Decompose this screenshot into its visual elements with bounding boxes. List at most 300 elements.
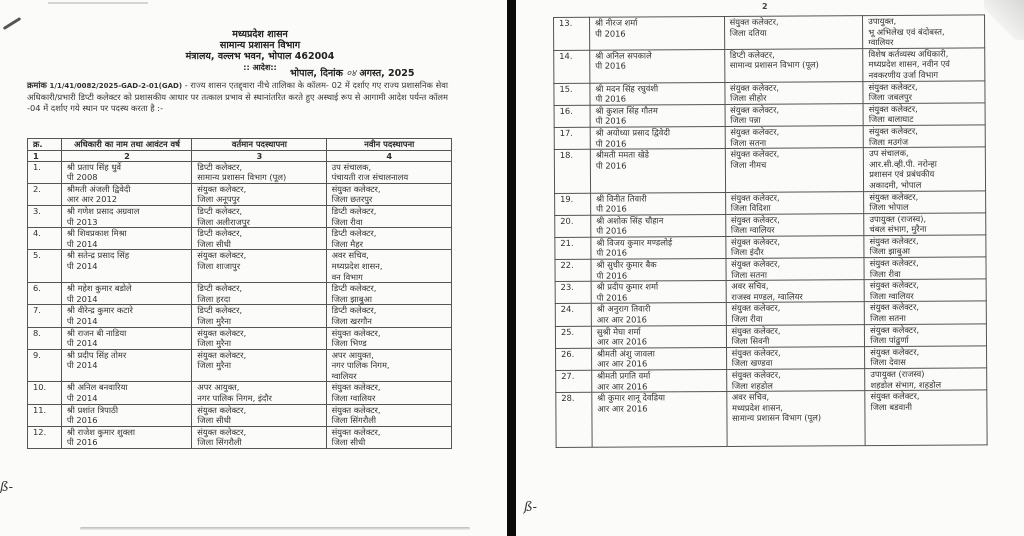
officer-name: श्री महेश कुमार बडोले xyxy=(66,283,132,294)
serial-number-cell: 21. xyxy=(555,237,591,259)
new-posting-cell xyxy=(326,382,451,404)
allotment-year: पी 2014 xyxy=(66,238,98,249)
table-row xyxy=(28,161,452,183)
allotment-year: पी 2016 xyxy=(595,160,627,171)
handwritten-initials: ß- xyxy=(524,500,538,515)
date-prefix: भोपाल, दिनांक xyxy=(290,68,343,79)
order-number-label: क्रमांक xyxy=(27,80,47,90)
new-posting-cell xyxy=(326,305,451,327)
officer-cell xyxy=(590,126,725,149)
serial-number-cell: 9. xyxy=(28,349,62,382)
officer-cell xyxy=(61,205,191,227)
current-posting-cell xyxy=(725,213,864,236)
table-row xyxy=(554,80,985,105)
current-posting-line: जिला सीधी xyxy=(197,238,231,249)
current-posting-line: संयुक्त कलेक्टर, xyxy=(731,303,781,314)
table-row xyxy=(555,257,986,282)
new-posting-line: मध्यप्रदेश शासन, xyxy=(331,260,383,271)
officer-name: श्रीमती अंजली द्विवेदी xyxy=(66,183,131,194)
current-posting-cell xyxy=(192,228,326,250)
scan-smudge xyxy=(48,2,148,4)
new-posting-line: शहडोल संभाग, शहडोल xyxy=(870,379,942,390)
new-posting-line: संयुक्त कलेक्टर, xyxy=(868,103,918,114)
new-posting-cell xyxy=(863,80,985,103)
table-row xyxy=(555,190,986,215)
officer-cell xyxy=(590,49,725,83)
current-posting-cell xyxy=(725,235,864,258)
current-posting-cell xyxy=(192,426,326,448)
allotment-year: पी 2014 xyxy=(66,393,98,404)
officer-name: श्री अनिल सपकाले xyxy=(595,50,652,61)
current-posting-cell xyxy=(725,126,864,149)
new-posting-cell xyxy=(864,279,986,302)
officer-name: श्री कुमार शानू देवडिया xyxy=(597,392,666,403)
order-date xyxy=(290,66,414,79)
officer-cell xyxy=(61,305,191,327)
officer-cell xyxy=(592,369,727,392)
current-posting-cell xyxy=(192,205,326,227)
officer-cell xyxy=(61,250,191,283)
serial-number-cell: 28. xyxy=(556,392,592,447)
serial-number-cell: 2. xyxy=(28,183,62,205)
officer-cell xyxy=(591,347,726,370)
current-posting-line: जिला सतना xyxy=(731,269,768,280)
document-page-1 xyxy=(0,0,508,536)
current-posting-line: जिला सिंगरौली xyxy=(197,437,242,448)
pen-tick-mark xyxy=(3,17,22,30)
new-posting-line: संयुक्त कलेक्टर, xyxy=(868,81,918,92)
table-row xyxy=(556,368,987,393)
header-serial: क्र. xyxy=(28,139,62,151)
date-suffix: अगस्त, 2025 xyxy=(359,68,415,79)
allotment-year: पी 2016 xyxy=(595,60,626,72)
current-posting-line: जिला शाजापुर xyxy=(197,260,241,271)
officer-cell xyxy=(591,192,726,215)
officer-name: श्री शिवप्रकाश मिश्रा xyxy=(66,228,127,239)
new-posting-line: जिला मउगंज xyxy=(868,136,909,147)
current-posting-cell xyxy=(192,161,326,183)
current-posting-line: जिला हरदा xyxy=(197,293,231,304)
new-posting-line: जिला खरगौन xyxy=(331,315,372,326)
table-row xyxy=(556,346,987,371)
new-posting-line: वन विभाग xyxy=(331,271,363,282)
allotment-year: पी 2016 xyxy=(596,248,628,259)
table-row xyxy=(28,327,452,349)
officer-name: श्री अनुराग तिवारी xyxy=(596,303,651,315)
new-posting-line: संयुक्त कलेक्टर, xyxy=(870,346,920,357)
officer-cell xyxy=(591,259,726,282)
allotment-year: पी 2016 xyxy=(596,292,628,303)
current-posting-line: संयुक्त कलेक्टर, xyxy=(730,148,780,160)
current-posting-line: जिला सीधी xyxy=(197,415,231,426)
new-posting-cell xyxy=(864,257,986,280)
new-posting-line: संयुक्त कलेक्टर, xyxy=(869,302,919,313)
new-posting-line: जिला पांढुर्णा xyxy=(870,335,909,346)
new-posting-cell xyxy=(326,250,451,283)
current-posting-line: राजस्व मण्डल, ग्वालियर xyxy=(731,291,803,302)
current-posting-line: मध्यप्रदेश शासन, xyxy=(731,402,783,413)
current-posting-cell xyxy=(192,183,326,205)
current-posting-cell xyxy=(726,324,865,347)
new-posting-line: जिला ग्वालियर xyxy=(869,290,914,301)
current-posting-cell xyxy=(726,369,865,392)
new-posting-line: संयुक्त कलेक्टर, xyxy=(331,404,381,415)
new-posting-line: उप संचालक, xyxy=(869,147,909,159)
serial-number-cell: 25. xyxy=(555,326,591,348)
current-posting-line: जिला दतिया xyxy=(729,27,767,38)
officer-cell xyxy=(591,281,726,304)
officer-cell xyxy=(591,236,726,259)
table-row xyxy=(28,382,452,404)
new-posting-line: संयुक्त कलेक्टर, xyxy=(869,235,919,246)
current-posting-line: डिप्टी कलेक्टर, xyxy=(197,161,243,172)
current-posting-line: जिला अनूपपुर xyxy=(197,194,240,205)
new-posting-cell xyxy=(326,228,451,250)
new-posting-cell xyxy=(326,426,451,448)
current-posting-line: संयुक्त कलेक्टर, xyxy=(730,192,780,203)
officer-cell xyxy=(592,392,727,448)
allotment-year: पी 2016 xyxy=(66,437,98,448)
current-posting-line: संयुक्त कलेक्टर, xyxy=(731,325,781,336)
officer-cell xyxy=(591,325,726,348)
allotment-year: पी 2016 xyxy=(595,115,627,127)
officer-name: श्री नीरज शर्मा xyxy=(594,17,638,28)
officer-name: श्री सुधीर कुमार बैक xyxy=(596,259,657,270)
order-number: 1/1/41/0082/2025-GAD-2-01(GAD) xyxy=(49,82,183,90)
serial-number-cell: 26. xyxy=(556,348,592,370)
table-row xyxy=(28,205,452,227)
current-posting-line: संयुक्त कलेक्टर, xyxy=(731,369,781,380)
table-row xyxy=(555,213,986,238)
letterhead-line-address: मंत्रालय, वल्लभ भवन, भोपाल 462004 xyxy=(185,51,335,62)
current-posting-line: नगर पालिक निगम, इंदौर xyxy=(197,393,272,404)
serial-number-cell: 22. xyxy=(555,259,591,281)
officer-cell xyxy=(61,349,191,382)
order-paragraph xyxy=(27,80,448,115)
serial-number-cell: 13. xyxy=(554,17,590,50)
current-posting-line: सामान्य प्रशासन विभाग (पूल) xyxy=(729,59,819,71)
allotment-year: पी 2016 xyxy=(596,225,627,237)
current-posting-cell xyxy=(725,103,864,126)
new-posting-line: डिप्टी कलेक्टर, xyxy=(331,283,377,294)
current-posting-line: संयुक्त कलेक्टर, xyxy=(197,327,247,338)
current-posting-line: जिला मुरैना xyxy=(197,315,232,326)
current-posting-line: डिप्टी कलेक्टर, xyxy=(197,228,243,239)
new-posting-line: उपायुक्त, xyxy=(868,15,897,27)
new-posting-line: जिला ग्वालियर xyxy=(331,393,376,404)
officer-cell xyxy=(590,82,725,105)
officer-cell xyxy=(591,303,726,326)
officer-name: श्रीमती अंशु जावला xyxy=(596,348,655,359)
allotment-year: आर आर 2016 xyxy=(597,358,648,370)
table-row xyxy=(28,305,452,327)
table-row xyxy=(28,250,452,283)
new-posting-line: डिप्टी कलेक्टर, xyxy=(331,205,377,216)
new-posting-cell xyxy=(326,205,451,227)
current-posting-line: संयुक्त कलेक्टर, xyxy=(730,104,780,115)
new-posting-line: विशेष कर्तव्यस्थ अधिकारी, xyxy=(868,48,949,59)
serial-number-cell: 18. xyxy=(554,149,590,193)
page-corner-fold xyxy=(984,0,1024,40)
new-posting-cell xyxy=(864,213,986,236)
allotment-year: आर आर 2016 xyxy=(596,314,647,325)
transfer-table-page-1 xyxy=(27,138,452,449)
current-posting-cell xyxy=(724,81,863,104)
table-row xyxy=(555,301,986,326)
new-posting-line: संयुक्त कलेक्टर, xyxy=(870,324,920,335)
new-posting-line: ग्वालियर xyxy=(331,370,357,381)
officer-name: सुश्री मेघा शर्मा xyxy=(596,326,641,337)
current-posting-cell xyxy=(724,48,863,82)
table-header-row xyxy=(28,139,452,151)
officer-cell xyxy=(591,214,726,237)
serial-number-cell: 11. xyxy=(28,404,62,426)
serial-number-cell: 20. xyxy=(555,215,591,237)
serial-number-cell: 17. xyxy=(554,127,590,149)
current-posting-line: अवर सचिव, xyxy=(731,391,770,403)
current-posting-line: जिला खण्डवा xyxy=(731,358,773,369)
officer-name: श्री राजन बी नाडिया xyxy=(66,327,127,338)
officer-cell xyxy=(61,183,191,205)
current-posting-cell xyxy=(725,148,864,192)
current-posting-line: जिला सतना xyxy=(730,137,767,148)
new-posting-cell xyxy=(864,235,986,258)
current-posting-cell xyxy=(192,327,326,349)
new-posting-line: जिला बालाघाट xyxy=(868,114,914,125)
officer-name: श्रीमती प्रगति वर्मा xyxy=(597,370,651,381)
new-posting-line: जिला भोपाल xyxy=(869,201,909,213)
current-posting-line: सामान्य प्रशासन विभाग (पूल) xyxy=(732,412,822,424)
current-posting-line: जिला रीवा xyxy=(731,313,763,324)
officer-cell xyxy=(590,104,725,127)
new-posting-line: संयुक्त कलेक्टर, xyxy=(869,257,919,269)
allotment-year: आर आर 2012 xyxy=(66,194,118,205)
current-posting-line: संयुक्त कलेक्टर, xyxy=(729,82,780,93)
serial-number-cell: 12. xyxy=(28,426,62,448)
serial-number-cell: 1. xyxy=(28,161,62,183)
new-posting-line: नगर पालिक निगम, xyxy=(331,360,390,371)
new-posting-cell xyxy=(865,323,987,346)
serial-number-cell: 23. xyxy=(555,282,591,304)
current-posting-line: जिला अलीराजपुर xyxy=(197,216,250,227)
new-posting-line: आर.सी.व्ही.पी. नरोन्हा xyxy=(869,158,937,169)
date-day-handwritten: ०४ xyxy=(346,68,357,79)
new-posting-line: अवर सचिव, xyxy=(331,250,369,261)
new-posting-line: जिला सीधी xyxy=(331,437,366,448)
new-posting-line: मध्यप्रदेश शासन, नवीन एवं xyxy=(868,58,950,70)
officer-cell xyxy=(590,149,725,193)
serial-number-cell: 7. xyxy=(28,305,62,327)
new-posting-line: प्रशासन एवं प्रबंधकीय xyxy=(869,168,935,180)
serial-number-cell: 8. xyxy=(28,327,62,349)
new-posting-line: पंचायती राज संचालनालय xyxy=(331,172,409,183)
new-posting-cell xyxy=(865,346,987,369)
current-posting-line: जिला ग्वालियर xyxy=(730,224,775,236)
new-posting-line: चंबल संभाग, मुरैना xyxy=(869,224,927,235)
current-posting-line: अपर आयुक्त, xyxy=(197,382,240,393)
current-posting-line: डिप्टी कलेक्टर, xyxy=(197,305,243,316)
current-posting-line: जिला इंदौर xyxy=(731,247,764,258)
new-posting-line: जिला भिण्ड xyxy=(331,338,367,349)
current-posting-line: डिप्टी कलेक्टर, xyxy=(729,49,775,60)
allotment-year: पी 2014 xyxy=(66,360,98,371)
officer-name: श्री वीरेन्द्र कुमार कटारे xyxy=(66,305,133,316)
new-posting-cell xyxy=(864,147,986,191)
new-posting-line: उपायुक्त (राजस्व), xyxy=(869,213,927,224)
serial-number-cell: 16. xyxy=(554,105,590,127)
table-row xyxy=(555,279,986,304)
officer-cell xyxy=(61,161,191,183)
letterhead-line-order: :: आदेश:: xyxy=(243,63,277,72)
officer-name: श्री प्रताप सिंह धुर्वे xyxy=(66,161,122,172)
new-posting-line: डिप्टी कलेक्टर, xyxy=(331,305,377,316)
table-row xyxy=(554,15,985,50)
new-posting-line: भू अभिलेख एवं बंदोबस्त, xyxy=(868,26,945,37)
new-posting-line: जिला जबलपुर xyxy=(868,91,913,103)
new-posting-line: जिला बडवानी xyxy=(870,401,913,412)
new-posting-cell xyxy=(326,283,451,305)
current-posting-line: जिला नीमच xyxy=(730,159,767,170)
new-posting-line: संयुक्त कलेक्टर, xyxy=(868,125,918,137)
header-officer-name: अधिकारी का नाम तथा आवंटन वर्ष xyxy=(61,139,191,151)
current-posting-line: संयुक्त कलेक्टर, xyxy=(197,250,247,261)
table-row xyxy=(554,147,985,193)
current-posting-line: जिला सिवनी xyxy=(731,335,770,347)
serial-number-cell: 27. xyxy=(556,370,592,392)
serial-number-cell: 4. xyxy=(28,228,62,250)
new-posting-cell xyxy=(863,15,985,49)
current-posting-cell xyxy=(192,283,326,305)
current-posting-line: जिला शहडोल xyxy=(731,380,773,391)
new-posting-line: संयुक्त कलेक्टर, xyxy=(331,382,381,393)
page-edge-shadow xyxy=(80,527,470,530)
officer-name: श्री प्रदीप सिंह तोमर xyxy=(66,349,127,360)
letterhead-line-department: सामान्य प्रशासन विभाग xyxy=(219,40,301,51)
new-posting-line: डिप्टी कलेक्टर, xyxy=(331,228,377,239)
new-posting-line: संयुक्त कलेक्टर, xyxy=(869,191,919,202)
new-posting-line: जिला सिंगरौली xyxy=(331,415,377,426)
header-current-posting: वर्तमान पदस्थापना xyxy=(192,139,326,151)
new-posting-cell xyxy=(326,404,451,426)
transfer-table-page-2 xyxy=(553,14,988,448)
new-posting-line: संयुक्त कलेक्टर, xyxy=(870,390,920,402)
officer-name: श्री सतेन्द्र प्रसाद सिंह xyxy=(66,250,130,261)
new-posting-line: संयुक्त कलेक्टर, xyxy=(331,183,381,194)
new-posting-cell xyxy=(863,103,985,126)
table-row xyxy=(554,125,985,150)
current-posting-cell xyxy=(192,349,326,382)
current-posting-cell xyxy=(726,391,865,447)
current-posting-cell xyxy=(192,250,326,283)
new-posting-cell xyxy=(326,349,451,382)
allotment-year: पी 2008 xyxy=(66,172,98,183)
serial-number-cell: 15. xyxy=(554,83,590,105)
officer-cell xyxy=(589,16,724,50)
serial-number-cell: 24. xyxy=(555,304,591,326)
table-row xyxy=(555,235,986,260)
officer-cell xyxy=(61,327,191,349)
new-posting-line: अकादमी, भोपाल xyxy=(869,179,922,190)
current-posting-cell xyxy=(192,404,326,426)
current-posting-cell xyxy=(724,16,863,50)
allotment-year: पी 2014 xyxy=(66,293,98,304)
allotment-year: पी 2014 xyxy=(66,260,98,271)
current-posting-line: जिला मुरैना xyxy=(197,338,232,349)
current-posting-cell xyxy=(726,258,865,281)
table-body xyxy=(554,15,988,448)
table-row xyxy=(28,349,452,382)
current-posting-line: जिला सीहोर xyxy=(730,92,767,104)
new-posting-cell xyxy=(865,368,987,391)
officer-cell xyxy=(61,426,191,448)
table-row xyxy=(28,183,452,205)
serial-number-cell: 5. xyxy=(28,250,62,283)
serial-number-cell: 14. xyxy=(554,50,590,83)
current-posting-cell xyxy=(725,191,864,214)
page-number: 2 xyxy=(762,2,768,11)
current-posting-line: संयुक्त कलेक्टर, xyxy=(729,16,779,27)
new-posting-cell xyxy=(326,161,451,183)
table-row xyxy=(555,323,986,348)
column-number: 1 xyxy=(28,150,62,161)
officer-name: श्रीमती ममता खेडे xyxy=(595,149,649,160)
current-posting-cell xyxy=(192,305,326,327)
new-posting-line: अपर आयुक्त, xyxy=(331,349,374,360)
officer-name: श्री अशोक सिंह चौहान xyxy=(596,215,664,226)
current-posting-line: संयुक्त कलेक्टर, xyxy=(731,258,781,269)
current-posting-line: संयुक्त कलेक्टर, xyxy=(197,349,247,360)
officer-cell xyxy=(61,382,191,404)
new-posting-cell xyxy=(863,48,985,82)
column-number: 3 xyxy=(192,150,326,161)
officer-name: श्री कुशल सिंह गौतम xyxy=(595,105,658,116)
new-posting-line: जिला झाबुआ xyxy=(869,246,911,257)
column-number-row xyxy=(28,150,452,161)
new-posting-line: उप संचालक, xyxy=(331,161,372,172)
officer-cell xyxy=(61,283,191,305)
officer-name: श्री प्रशांत त्रिपाठी xyxy=(66,404,119,415)
new-posting-line: जिला रीवा xyxy=(331,216,363,227)
serial-number-cell: 3. xyxy=(28,205,62,227)
current-posting-cell xyxy=(192,382,326,404)
column-number: 2 xyxy=(61,150,191,161)
table-body xyxy=(28,161,452,448)
handwritten-initials: ß- xyxy=(0,480,14,495)
allotment-year: पी 2016 xyxy=(595,93,627,104)
new-posting-line: संयुक्त कलेक्टर, xyxy=(331,426,381,437)
current-posting-line: जिला विदिशा xyxy=(730,202,771,214)
new-posting-line: उपायुक्त (राजस्व) xyxy=(870,368,925,380)
order-text: - राज्य शासन एतद्द्वारा नीचे तालिका के कॉलम- 02 में दर्शाए गए राज्य प्रशासनिक सेवा अधिकारी/प्रभारी डिप्टी कलेक्टर को प्रशासकीय आधार पर तत्काल प्रभाव से स्थानांतरित करते हुए अस्थाई रूप से आगामी आदेश पर्यन्त कॉलम -04 में दर्शाए गये स्थान पर पदस्थ करता है :- xyxy=(27,80,448,114)
new-posting-cell xyxy=(865,390,987,446)
new-posting-line: नवकरणीय उर्जा विभाग xyxy=(868,69,939,81)
allotment-year: आर आर 2016 xyxy=(597,403,648,414)
table-row xyxy=(28,404,452,426)
current-posting-line: संयुक्त कलेक्टर, xyxy=(197,183,247,194)
new-posting-line: जिला झाबुआ xyxy=(331,293,372,304)
officer-name: श्री विनीत तिवारी xyxy=(596,192,647,204)
allotment-year: आर आर 2016 xyxy=(596,336,648,347)
current-posting-line: अवर सचिव, xyxy=(731,280,769,292)
allotment-year: पी 2016 xyxy=(596,270,628,281)
new-posting-cell xyxy=(326,183,451,205)
serial-number-cell: 6. xyxy=(28,283,62,305)
new-posting-line: ग्वालियर xyxy=(868,37,894,48)
new-posting-cell xyxy=(864,190,986,213)
table-row xyxy=(554,103,985,128)
officer-name: श्री अनिल बनवारिया xyxy=(66,382,128,393)
new-posting-line: जिला सतना xyxy=(870,312,906,324)
